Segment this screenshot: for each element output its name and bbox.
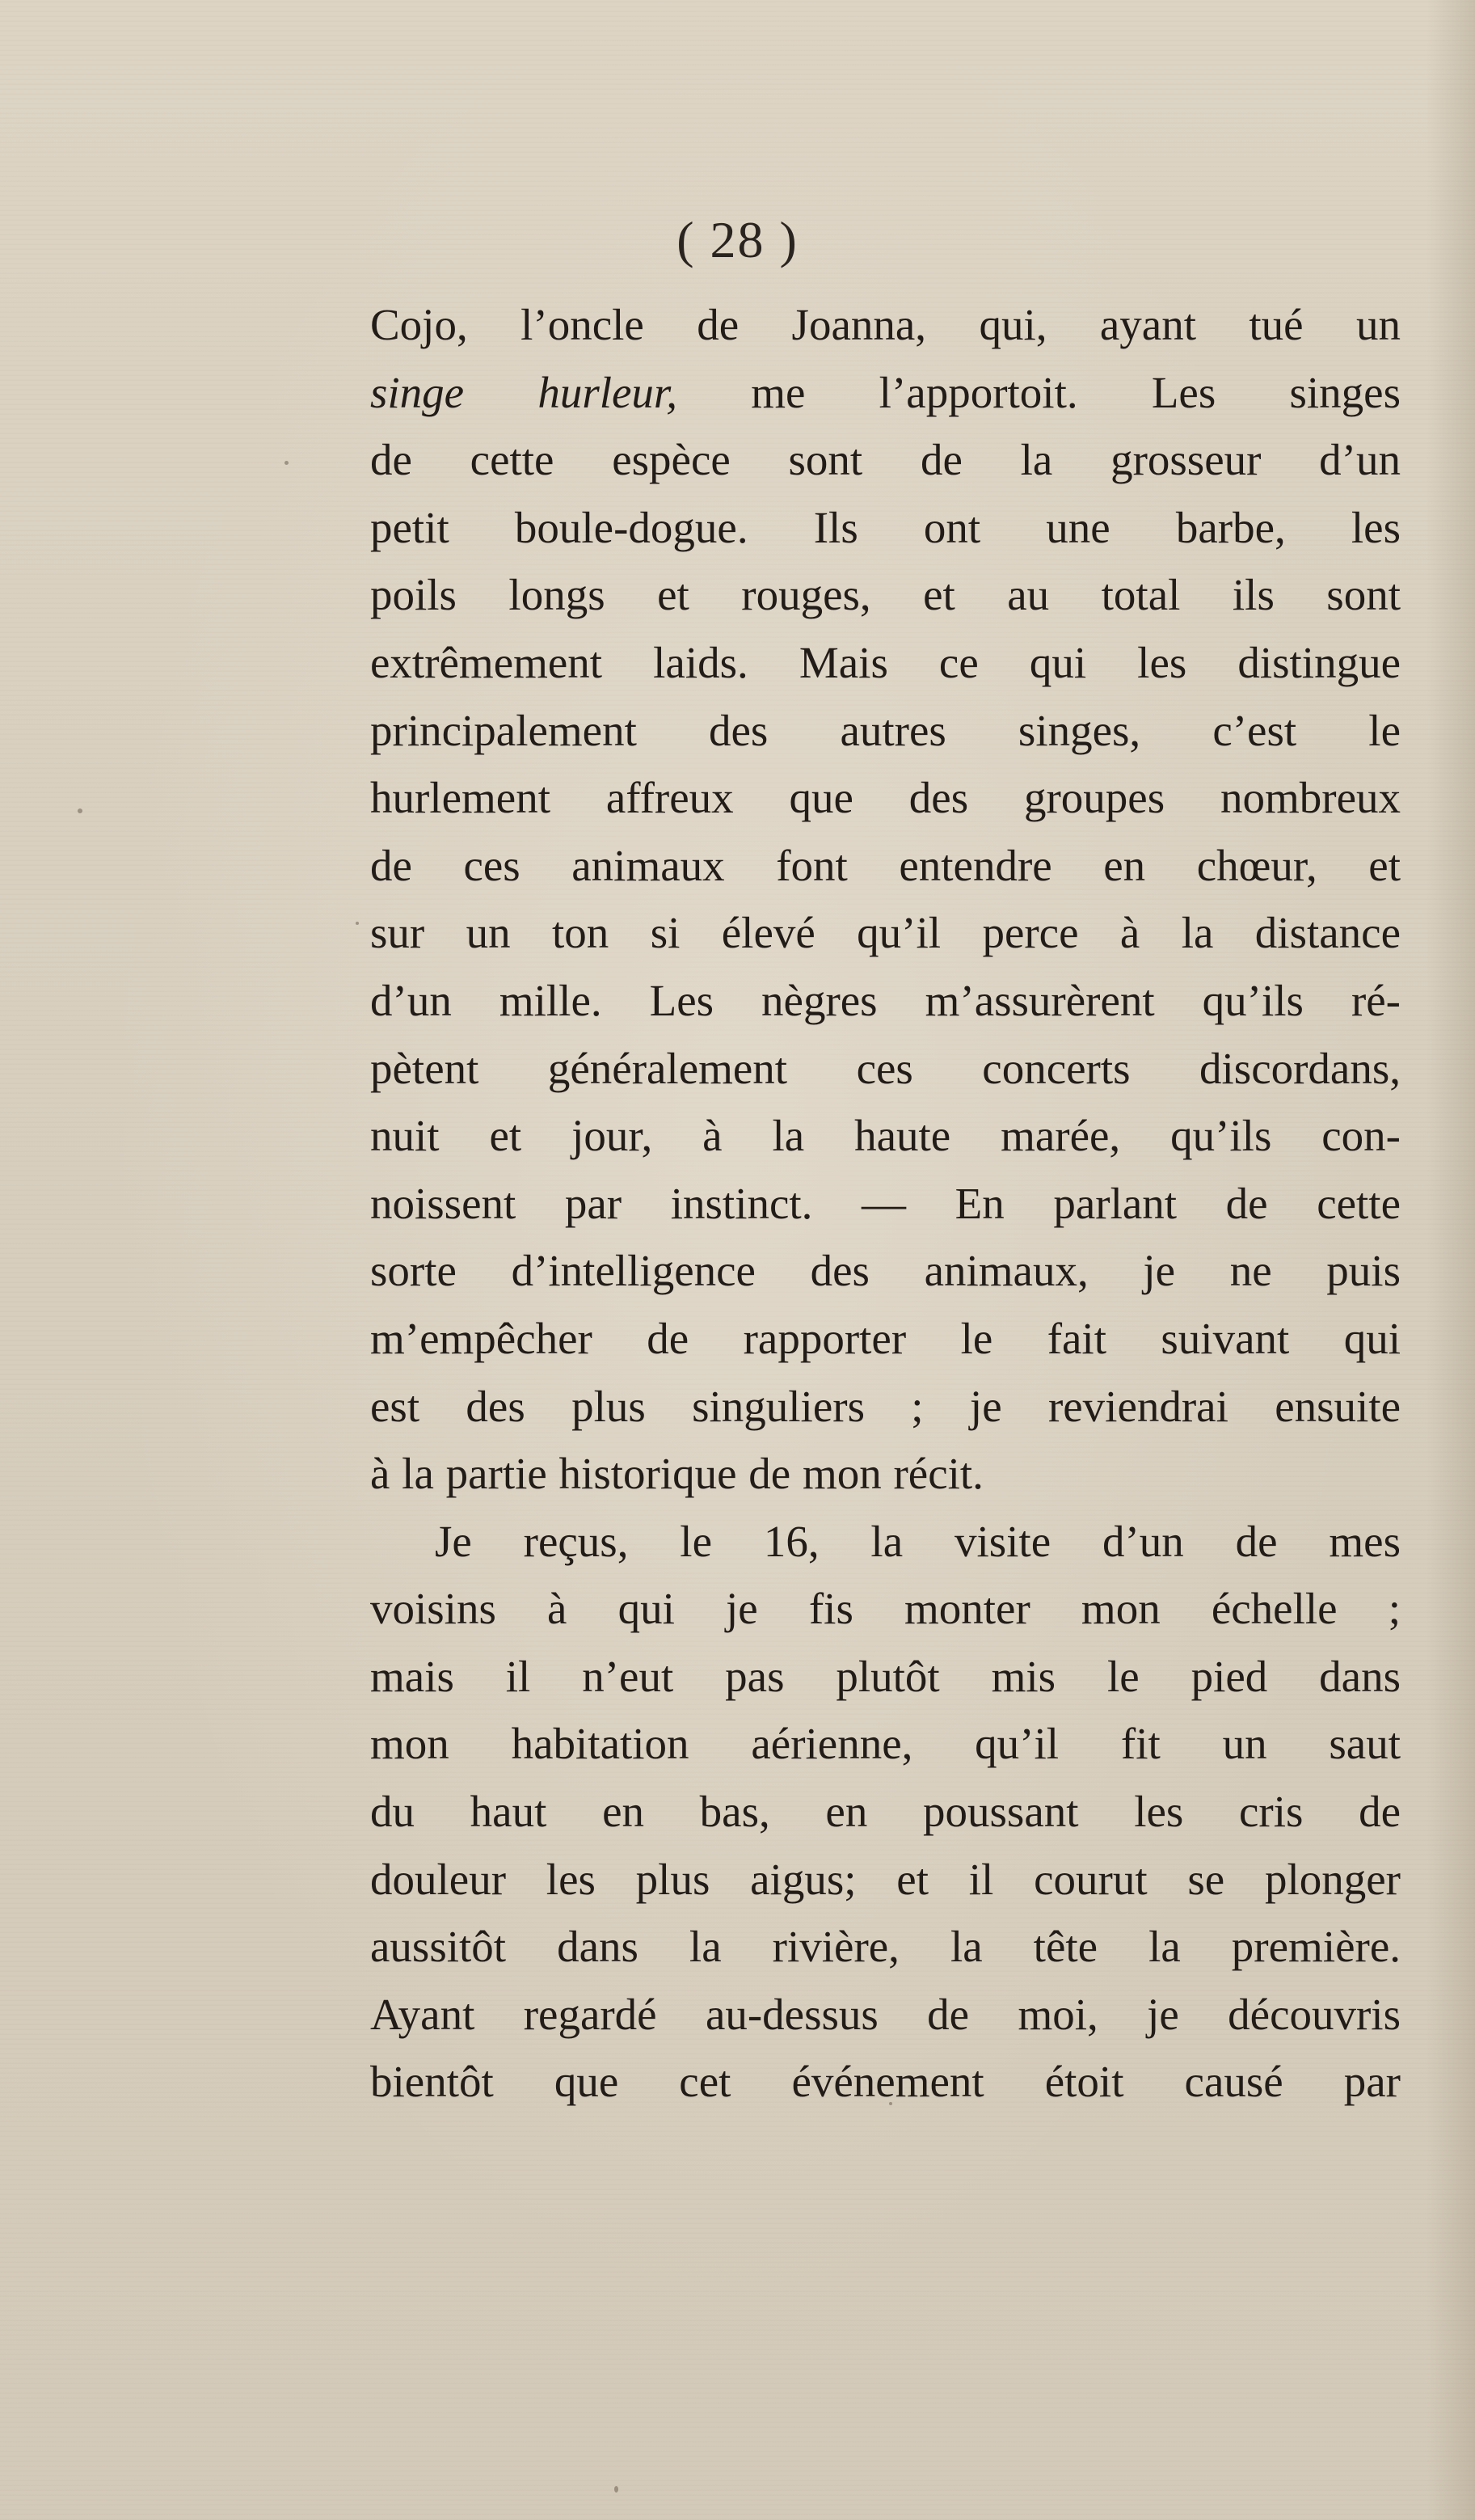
text-line-16: m’empêcher de rapporter le fait suivant qui	[370, 1313, 1401, 1363]
text-line-9: de ces animaux font entendre en chœur, et	[370, 840, 1401, 890]
text-line-12: pètent généralement ces concerts discordans,	[370, 1043, 1401, 1093]
text-line-27: bientôt que cet événement étoit causé par	[370, 2057, 1401, 2107]
paper-speck	[356, 922, 359, 925]
text-line-26: Ayant regardé au-dessus de moi, je découvris	[370, 1989, 1401, 2039]
text-line-15: sorte d’intelligence des animaux, je ne puis	[370, 1246, 1401, 1296]
text-line-2-rest: me l’apportoit. Les singes	[677, 367, 1401, 417]
paper-speck	[78, 808, 82, 813]
text-line-17: est des plus singuliers ; je reviendrai ensuite	[370, 1381, 1401, 1431]
text-line-18: à la partie historique de mon récit.	[370, 1449, 984, 1499]
italic-phrase: singe hurleur,	[370, 367, 677, 417]
text-line-8: hurlement affreux que des groupes nombreux	[370, 773, 1401, 823]
text-line-7: principalement des autres singes, c’est le	[370, 705, 1401, 755]
text-line-11: d’un mille. Les nègres m’assurèrent qu’ils ré-	[370, 975, 1401, 1025]
text-line-14: noissent par instinct. — En parlant de cette	[370, 1178, 1401, 1228]
text-line-20: voisins à qui je fis monter mon échelle ;	[370, 1584, 1401, 1634]
text-line-24: douleur les plus aigus; et il courut se plonger	[370, 1854, 1401, 1904]
paper-speck	[284, 461, 289, 465]
text-line-5: poils longs et rouges, et au total ils sont	[370, 570, 1401, 620]
text-line-21: mais il n’eut pas plutôt mis le pied dans	[370, 1651, 1401, 1701]
text-line-2	[370, 359, 1401, 427]
paper-speck	[614, 2486, 618, 2493]
text-line-25: aussitôt dans la rivière, la tête la première.	[370, 1922, 1401, 1972]
page-number: ( 28 )	[676, 211, 799, 268]
text-line-6: extrêmement laids. Mais ce qui les distingue	[370, 637, 1401, 687]
text-line-1: Cojo, l’oncle de Joanna, qui, ayant tué un	[370, 300, 1401, 349]
text-line-10: sur un ton si élevé qu’il perce à la distance	[370, 908, 1401, 958]
text-line-3: de cette espèce sont de la grosseur d’un	[370, 435, 1401, 485]
page-edge-shadow	[1427, 0, 1475, 2520]
text-line-19: Je reçus, le 16, la visite d’un de mes	[435, 1516, 1401, 1566]
text-line-23: du haut en bas, en poussant les cris de	[370, 1787, 1401, 1837]
text-line-13: nuit et jour, à la haute marée, qu’ils con-	[370, 1111, 1401, 1161]
text-line-4: petit boule-dogue. Ils ont une barbe, les	[370, 502, 1401, 552]
body-text	[370, 291, 1401, 2116]
text-line-22: mon habitation aérienne, qu’il fit un saut	[370, 1719, 1401, 1769]
